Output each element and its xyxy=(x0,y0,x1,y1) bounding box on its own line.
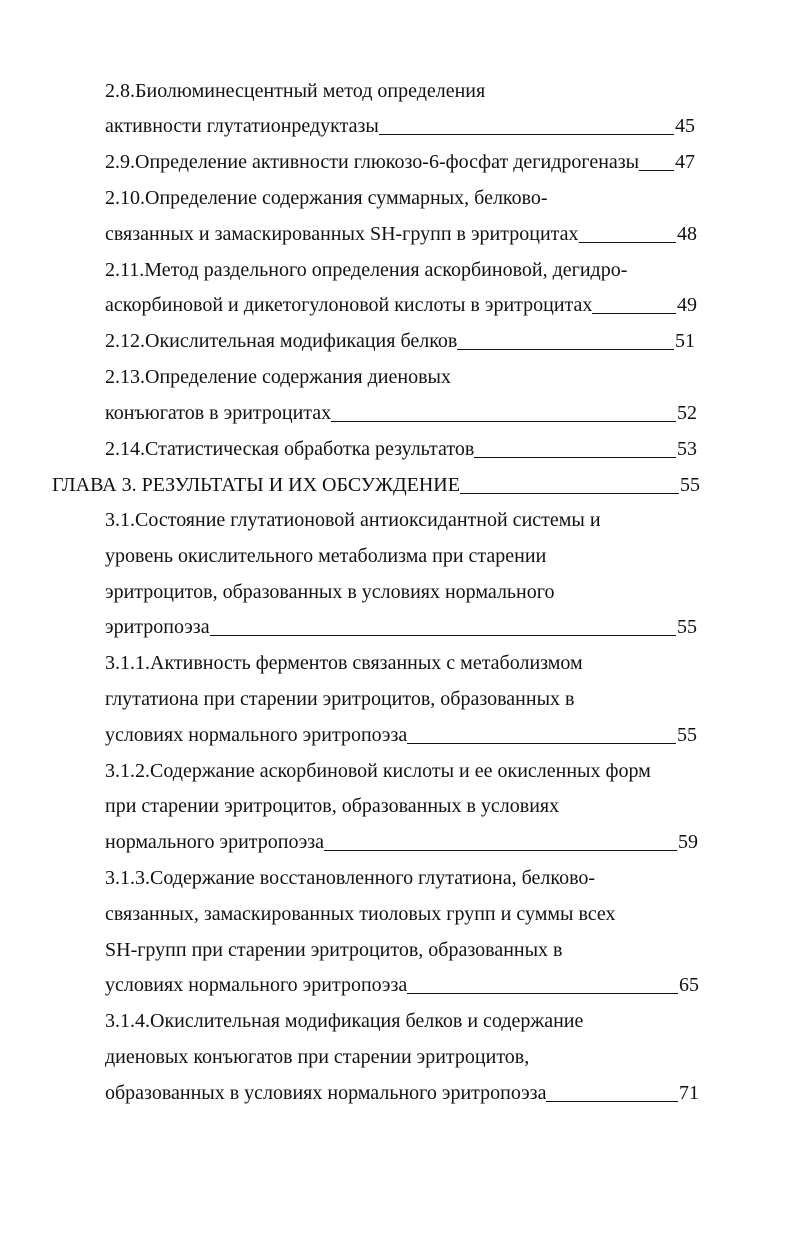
toc-line xyxy=(105,612,697,642)
toc-line xyxy=(105,577,554,607)
toc-entry-text: 2.12.Окислительная модификация белков xyxy=(105,330,458,352)
page-number: 48 xyxy=(677,223,697,245)
leader-line xyxy=(474,457,676,458)
toc-entry-text: 2.10.Определение содержания суммарных, белково- xyxy=(105,187,548,209)
toc-entry-text: аскорбиновой и дикетогулоновой кислоты в эритроцитах xyxy=(105,294,593,316)
toc-line xyxy=(105,326,695,356)
toc-entry-text: 3.1.3.Содержание восстановленного глутатиона, белково- xyxy=(105,867,596,889)
page-number: 65 xyxy=(679,974,699,996)
toc-entry-text: 3.1.Состояние глутатионовой антиоксидантной системы и xyxy=(105,509,601,531)
leader-line xyxy=(457,349,674,350)
leader-line xyxy=(639,170,674,171)
toc-line xyxy=(105,899,616,929)
toc-entry-text: связанных и замаскированных SH-групп в эритроцитах xyxy=(105,223,579,245)
toc-entry-text: конъюгатов в эритроцитах xyxy=(105,402,332,424)
page-number: 51 xyxy=(675,330,695,352)
toc-entry-text: 2.14.Статистическая обработка результатов xyxy=(105,438,475,460)
toc-entry-text: 2.9.Определение активности глюкозо-6-фосфат дегидрогеназы xyxy=(105,151,640,173)
leader-line xyxy=(324,850,677,851)
toc-entry-text: уровень окислительного метаболизма при старении xyxy=(105,545,547,567)
toc-line xyxy=(105,935,562,965)
toc-entry-text: 3.1.2.Содержание аскорбиновой кислоты и ее окисленных форм xyxy=(105,760,651,782)
leader-line xyxy=(546,1101,678,1102)
toc-line xyxy=(105,398,697,428)
toc-line xyxy=(105,219,697,249)
toc-line xyxy=(105,1078,699,1108)
toc-entry-text: активности глутатионредуктазы xyxy=(105,115,379,137)
toc-entry-text: ГЛАВА 3. РЕЗУЛЬТАТЫ И ИХ ОБСУЖДЕНИЕ xyxy=(52,474,460,496)
leader-line xyxy=(331,421,676,422)
toc-line xyxy=(105,505,601,535)
toc-line xyxy=(105,827,698,857)
leader-line xyxy=(579,242,676,243)
page-number: 47 xyxy=(675,151,695,173)
toc-line xyxy=(105,183,548,213)
toc-entry-text: 3.1.4.Окислительная модификация белков и содержание xyxy=(105,1010,584,1032)
toc-entry-text: 2.8.Биолюминесцентный метод определения xyxy=(105,80,486,102)
toc-entry-text: связанных, замаскированных тиоловых групп и суммы всех xyxy=(105,903,616,925)
toc-entry-text: SH-групп при старении эритроцитов, образованных в xyxy=(105,939,563,961)
leader-line xyxy=(210,635,676,636)
toc-line xyxy=(105,147,695,177)
toc-entry-text: глутатиона при старении эритроцитов, образованных в xyxy=(105,688,575,710)
toc-entry-text: 2.13.Определение содержания диеновых xyxy=(105,366,451,388)
toc-line xyxy=(105,863,595,893)
toc-entry-text: 3.1.1.Активность ферментов связанных с метаболизмом xyxy=(105,652,583,674)
toc-line xyxy=(105,756,651,786)
page-number: 55 xyxy=(677,724,697,746)
page-number: 55 xyxy=(680,474,700,496)
toc-line xyxy=(105,791,559,821)
toc-entry-text: эритропоэза xyxy=(105,616,210,638)
chapter-heading xyxy=(52,470,700,500)
toc-entry-text: 2.11.Метод раздельного определения аскорбиновой, дегидро- xyxy=(105,259,628,281)
toc-line xyxy=(105,76,485,106)
page-number: 45 xyxy=(675,115,695,137)
leader-line xyxy=(460,493,679,494)
toc-entry-text: условиях нормального эритропоэза xyxy=(105,974,408,996)
toc-entry-text: при старении эритроцитов, образованных в условиях xyxy=(105,795,560,817)
toc-entry-text: нормального эритропоэза xyxy=(105,831,325,853)
toc-line xyxy=(105,970,699,1000)
toc-line xyxy=(105,111,695,141)
toc-line xyxy=(105,720,697,750)
page-number: 49 xyxy=(677,294,697,316)
toc-entry-text: условиях нормального эритропоэза xyxy=(105,724,408,746)
page-number: 52 xyxy=(677,402,697,424)
toc-entry-text: диеновых конъюгатов при старении эритроцитов, xyxy=(105,1046,530,1068)
page-number: 55 xyxy=(677,616,697,638)
toc-entry-text: образованных в условиях нормального эритропоэза xyxy=(105,1082,547,1104)
leader-line xyxy=(379,134,674,135)
toc-line xyxy=(105,362,451,392)
leader-line xyxy=(407,743,676,744)
leader-line xyxy=(592,313,676,314)
page-number: 71 xyxy=(679,1082,699,1104)
toc-line xyxy=(105,541,546,571)
toc-line xyxy=(105,434,697,464)
toc-line xyxy=(105,1006,583,1036)
toc-entry-text: эритроцитов, образованных в условиях нормального xyxy=(105,581,555,603)
page-number: 53 xyxy=(677,438,697,460)
toc-line xyxy=(105,1042,529,1072)
toc-line xyxy=(105,290,697,320)
leader-line xyxy=(407,993,678,994)
toc-line xyxy=(105,648,583,678)
page-number: 59 xyxy=(678,831,698,853)
toc-line xyxy=(105,684,574,714)
toc-line xyxy=(105,255,627,285)
